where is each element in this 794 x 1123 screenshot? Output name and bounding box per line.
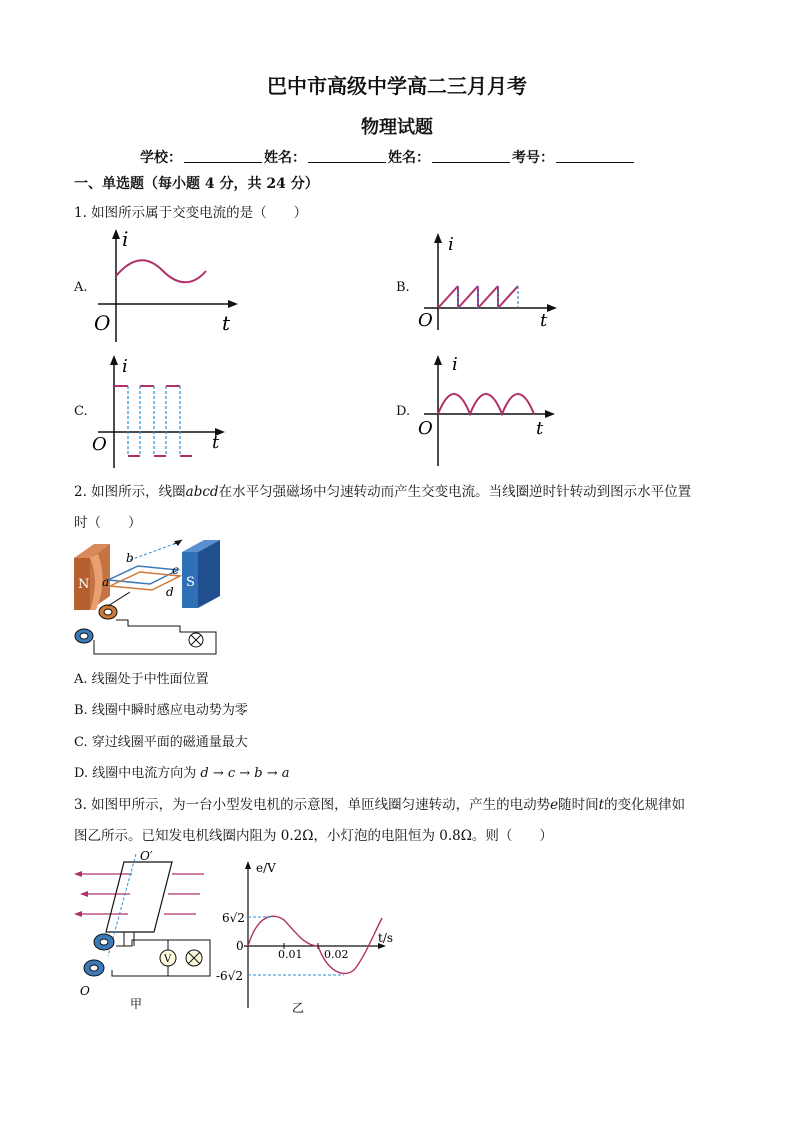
q1-option-a-label: A. (74, 280, 88, 295)
axis-i: i (122, 227, 129, 251)
axis-t: t (222, 311, 231, 335)
q2-coil-name: abcd (185, 484, 219, 500)
coil-a: a (102, 575, 110, 589)
q2-option-c[interactable] (74, 731, 248, 750)
x-tick-002: 0.02 (324, 948, 349, 961)
exam-subtitle: 物理试题 (361, 117, 433, 138)
q2-stem (74, 477, 724, 539)
name-field[interactable] (308, 147, 386, 163)
q2-option-d-formula: d → c → b → a (200, 766, 290, 781)
origin: O (418, 310, 433, 331)
axis-t: t (536, 418, 544, 439)
q2-stem-c: 时（ ） (74, 515, 142, 531)
q2-option-b[interactable] (74, 699, 248, 718)
q2-option-a-label: A. (74, 672, 88, 687)
school-field[interactable] (184, 147, 262, 163)
axis-o-prime: O′ (140, 850, 153, 863)
q2-option-c-label: C. (74, 735, 88, 750)
name2-label: 姓名： (388, 150, 430, 166)
q3-figure-jia (72, 850, 222, 1016)
q3-stem-b: 随时间 (558, 797, 599, 813)
q2-option-c-text: 穿过线圈平面的磁通量最大 (91, 735, 248, 750)
q3-stem (74, 790, 724, 852)
q1-graph-b (414, 230, 564, 334)
q1-graph-c (88, 352, 238, 470)
q2-stem-b: 在水平匀强磁场中匀速转动而产生交变电流。当线圈逆时针转动到图示水平位置 (218, 484, 692, 500)
q2-option-d-label: D. (74, 766, 89, 781)
q2-option-a[interactable] (74, 668, 209, 687)
q1-option-c-label: C. (74, 404, 88, 419)
exam-title: 巴中市高级中学高二三月月考 (267, 74, 527, 98)
q2-option-d-text: 线圈中电流方向为 (92, 766, 197, 781)
q3-stem-c: 的变化规律如 (604, 797, 686, 813)
south-label: S (186, 575, 195, 590)
q3-stem-a: 3. 如图甲所示，为一台小型发电机的示意图，单匝线圈匀速转动，产生的电动势 (74, 797, 551, 813)
origin: O (418, 418, 433, 439)
q2-option-a-text: 线圈处于中性面位置 (91, 672, 209, 687)
q1-graph-d (414, 352, 564, 468)
q2-option-b-text: 线圈中瞬时感应电动势为零 (91, 703, 248, 718)
x-axis-label: t/s (378, 931, 394, 945)
y-axis-label: e/V (256, 861, 276, 875)
y-tick-negative: -6√2 (216, 969, 243, 983)
q3-figure-yi (214, 858, 404, 1016)
exam-number-field[interactable] (556, 147, 634, 163)
q1-option-b-label: B. (396, 280, 410, 295)
figure-jia-caption: 甲 (130, 997, 143, 1011)
coil-c: c (172, 563, 179, 577)
q3-symbol-e: e (550, 797, 559, 813)
y-tick-positive: 6√2 (222, 911, 245, 925)
exam-number-label: 考号： (512, 150, 554, 166)
y-tick-zero: 0 (236, 939, 244, 953)
q2-option-b-label: B. (74, 703, 88, 718)
student-info-row (140, 147, 636, 167)
figure-yi-caption: 乙 (292, 1001, 305, 1015)
coil-b: b (126, 551, 134, 565)
x-tick-001: 0.01 (278, 948, 303, 961)
origin: O (94, 311, 111, 335)
axis-i: i (122, 356, 128, 377)
q2-generator-figure (70, 536, 230, 658)
school-label: 学校： (140, 150, 182, 166)
q3-stem-d: 图乙所示。已知发电机线圈内阻为 0.2Ω，小灯泡的电阻恒为 0.8Ω。则（ ） (74, 828, 553, 844)
axis-i: i (452, 354, 458, 375)
q1-graph-a (88, 226, 248, 344)
axis-t: t (212, 432, 220, 453)
north-label: N (78, 577, 90, 592)
q1-option-d-label: D. (396, 404, 411, 419)
axis-o: O (80, 984, 90, 998)
q1-stem: 1. 如图所示属于交变电流的是（ ） (74, 205, 308, 221)
q2-stem-a: 2. 如图所示，线圈 (74, 484, 186, 500)
section-title: 一、单选题（每小题 4 分，共 24 分） (74, 176, 319, 192)
q3-symbol-t: t (598, 797, 605, 813)
coil-d: d (166, 585, 174, 599)
q2-option-d[interactable] (74, 762, 290, 781)
axis-t: t (540, 310, 548, 331)
name-label: 姓名： (264, 150, 306, 166)
voltmeter-label: V (164, 954, 172, 965)
name2-field[interactable] (432, 147, 510, 163)
axis-i: i (448, 234, 454, 255)
origin: O (92, 434, 107, 455)
